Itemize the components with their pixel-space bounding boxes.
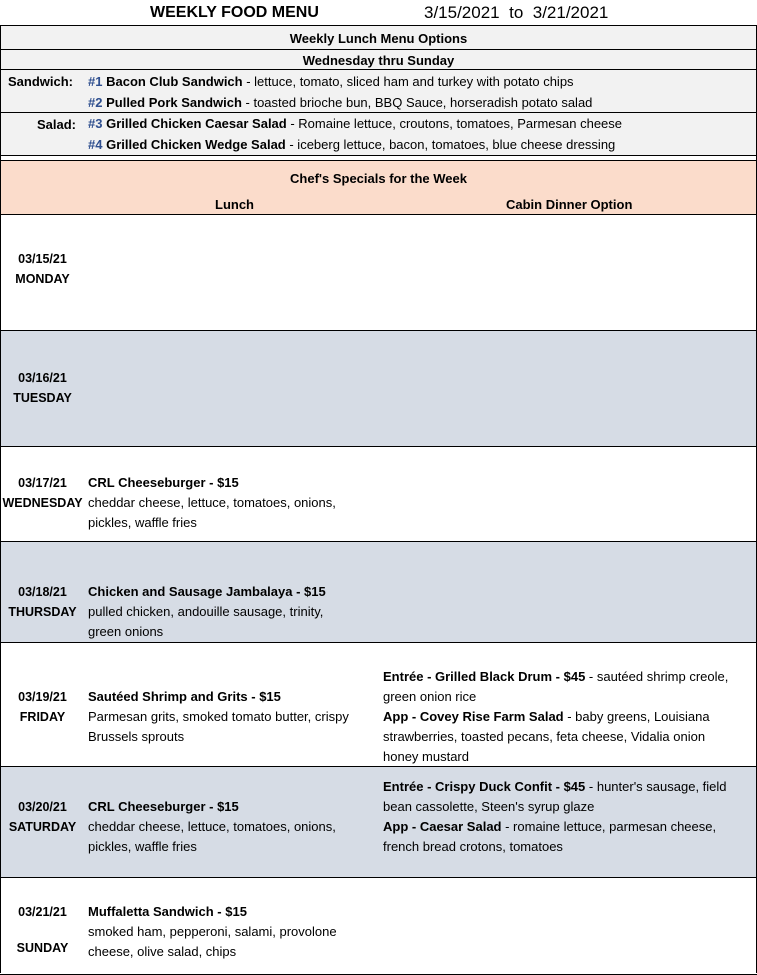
lunch-title: CRL Cheeseburger - $15 — [88, 799, 239, 814]
dinner-name: Grilled Black Drum - $45 — [435, 669, 586, 684]
day-row-tuesday-bg — [0, 330, 757, 447]
day-date: 03/16/21 — [18, 371, 67, 385]
lunch-desc: green onions — [88, 624, 164, 639]
lunch-desc: cheddar cheese, lettuce, tomatoes, onions, — [88, 819, 336, 834]
option-name: Pulled Pork Sandwich — [106, 95, 242, 110]
option-item — [88, 114, 622, 134]
day-label — [0, 797, 85, 837]
dinner-label: Entrée - — [383, 779, 436, 794]
dinner-name: Caesar Salad — [419, 819, 502, 834]
option-number: #2 — [88, 95, 103, 110]
lunch-desc: Parmesan grits, smoked tomato butter, crispy — [88, 709, 349, 724]
day-label — [0, 582, 85, 622]
option-desc: - toasted brioche bun, BBQ Sauce, horseradish potato salad — [241, 95, 593, 110]
dinner-label: App - — [383, 709, 420, 724]
option-item — [88, 135, 615, 155]
lunch-title: Sautéed Shrimp and Grits - $15 — [88, 689, 281, 704]
lunch-title: CRL Cheeseburger - $15 — [88, 475, 239, 490]
option-item — [88, 72, 574, 92]
option-desc: - iceberg lettuce, bacon, tomatoes, blue cheese dressing — [285, 137, 616, 152]
dinner-desc: honey mustard — [383, 749, 469, 764]
lunch-desc: pickles, waffle fries — [88, 839, 197, 854]
option-number: #1 — [88, 74, 103, 89]
day-label — [0, 249, 85, 289]
lunch-special — [88, 797, 336, 857]
lunch-special — [88, 687, 349, 747]
option-name: Grilled Chicken Caesar Salad — [106, 116, 287, 131]
day-date: 03/18/21 — [18, 585, 67, 599]
option-name: Bacon Club Sandwich — [106, 74, 243, 89]
lunch-desc: pulled chicken, andouille sausage, trinity, — [88, 604, 324, 619]
option-desc: - Romaine lettuce, croutons, tomatoes, Parmesan cheese — [286, 116, 623, 131]
day-name: MONDAY — [15, 272, 70, 286]
specials-heading: Chef's Specials for the Week — [290, 171, 467, 186]
dinner-name: Crispy Duck Confit - $45 — [435, 779, 586, 794]
dinner-label: App - — [383, 819, 420, 834]
day-date: 03/15/21 — [18, 252, 67, 266]
lunch-options-heading: Weekly Lunch Menu Options — [289, 31, 468, 46]
option-name: Grilled Chicken Wedge Salad — [106, 137, 286, 152]
date-separator: to — [509, 3, 524, 22]
day-name: TUESDAY — [13, 391, 72, 405]
day-name: FRIDAY — [19, 710, 66, 724]
day-date: 03/17/21 — [18, 476, 67, 490]
left-border — [0, 25, 1, 973]
dinner-desc: - romaine lettuce, parmesan cheese, — [501, 819, 717, 834]
date-range — [424, 3, 608, 23]
dinner-desc: french bread crotons, tomatoes — [383, 839, 563, 854]
option-number: #4 — [88, 137, 103, 152]
dinner-desc: - baby greens, Louisiana — [563, 709, 710, 724]
lunch-special — [88, 902, 337, 962]
day-date: 03/20/21 — [18, 800, 67, 814]
page-title: WEEKLY FOOD MENU — [150, 4, 319, 21]
day-name: SATURDAY — [8, 820, 77, 834]
lunch-desc: cheese, olive salad, chips — [88, 944, 237, 959]
dinner-special — [383, 667, 753, 767]
day-date: 03/19/21 — [18, 690, 67, 704]
specials-header — [0, 160, 757, 215]
lunch-title: Chicken and Sausage Jambalaya - $15 — [88, 584, 326, 599]
day-date-label: 03/21/21 — [18, 905, 67, 919]
option-item — [88, 93, 592, 113]
lunch-desc: pickles, waffle fries — [88, 515, 197, 530]
day-label — [0, 473, 85, 513]
dinner-desc: - sautéed shrimp creole, — [585, 669, 729, 684]
dinner-desc: strawberries, toasted pecans, feta cheese, Vidalia onion — [383, 729, 706, 744]
date-end: 3/21/2021 — [532, 3, 609, 22]
lunch-days: Wednesday thru Sunday — [302, 53, 455, 68]
option-desc: - lettuce, tomato, sliced ham and turkey with potato chips — [242, 74, 574, 89]
dinner-desc: green onion rice — [383, 689, 477, 704]
lunch-desc: Brussels sprouts — [88, 729, 185, 744]
day-name: THURSDAY — [8, 605, 77, 619]
lunch-desc: cheddar cheese, lettuce, tomatoes, onions, — [88, 495, 336, 510]
lunch-title: Muffaletta Sandwich - $15 — [88, 904, 247, 919]
dinner-desc: - hunter's sausage, field — [585, 779, 727, 794]
col-dinner: Cabin Dinner Option — [506, 197, 633, 212]
date-start: 3/15/2021 — [424, 3, 500, 22]
option-number: #3 — [88, 116, 103, 131]
day-name: WEDNESDAY — [2, 496, 83, 510]
day-label — [0, 687, 85, 727]
salad-label: Salad: — [37, 117, 77, 132]
col-lunch: Lunch — [215, 197, 254, 212]
dinner-label: Entrée - — [383, 669, 436, 684]
dinner-desc: bean cassolette, Steen's syrup glaze — [383, 799, 595, 814]
dinner-special — [383, 777, 753, 857]
dinner-name: Covey Rise Farm Salad — [419, 709, 564, 724]
day-label — [0, 368, 85, 408]
lunch-desc: smoked ham, pepperoni, salami, provolone — [88, 924, 337, 939]
day-name-label: SUNDAY — [16, 941, 69, 955]
lunch-special — [88, 473, 336, 533]
sandwich-label: Sandwich: — [8, 74, 74, 89]
lunch-special — [88, 582, 326, 642]
